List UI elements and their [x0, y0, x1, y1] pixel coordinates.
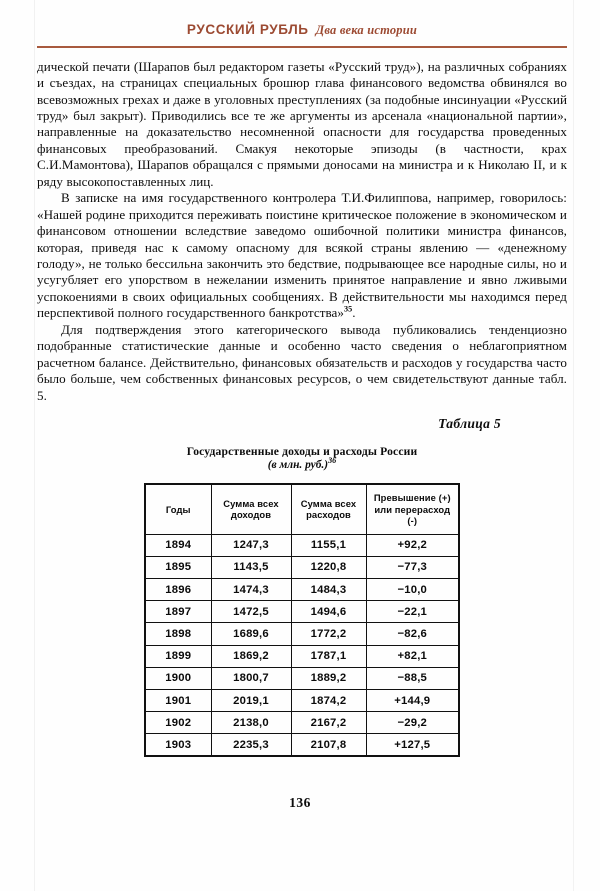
cell-balance: +92,2	[366, 534, 459, 556]
body-paragraph-2-tail: .	[352, 305, 356, 321]
cell-expenditure: 1155,1	[291, 534, 366, 556]
cell-balance: −10,0	[366, 578, 459, 600]
cell-year: 1895	[145, 556, 211, 578]
running-head-title: РУССКИЙ РУБЛЬ	[186, 22, 309, 37]
table-caption	[37, 445, 567, 471]
footnote-marker-36: 36	[328, 456, 337, 466]
cell-revenue: 1474,3	[211, 578, 291, 600]
body-paragraph-1: дической печати (Шарапов был редактором газеты «Русский труд»), на различных собраниях и съездах, на страницах специальных брошюр глава финансового ведомства обвинялся во всевозможных грехах и даже в уголовных преступлениях (за подобные инсинуации «Русский труд» был закрыт). Приводились все те же аргументы из арсенала «национальной партии», направленные на доказательство несомненной опасности для государства проведенных финансовых преобразований. Смакуя некоторые эпизоды (в частности, крах С.И.Мамонтова), Шарапов обращался с прямыми доносами на министра и к Николаю II, и к ряду высокопоставленных лиц.	[37, 58, 567, 189]
table-caption-title: Государственные доходы и расходы России	[186, 445, 418, 459]
cell-balance: −88,5	[366, 667, 459, 689]
cell-balance: −82,6	[366, 623, 459, 645]
column-header-surplus-or-deficit: Превышение (+) или перерасход (-)	[366, 484, 459, 534]
cell-year: 1896	[145, 578, 211, 600]
cell-revenue: 1689,6	[211, 623, 291, 645]
cell-expenditure: 2167,2	[291, 712, 366, 734]
cell-revenue: 1869,2	[211, 645, 291, 667]
page-number: 136	[289, 795, 311, 810]
page-left-edge	[34, 0, 35, 891]
table-row	[145, 623, 459, 645]
cell-year: 1902	[145, 712, 211, 734]
page-content	[37, 22, 567, 757]
table-row	[145, 689, 459, 711]
table-caption-units-text: (в млн. руб.)	[267, 459, 329, 472]
cell-expenditure: 2107,8	[291, 734, 366, 757]
cell-year: 1894	[145, 534, 211, 556]
body-paragraph-2-text: В записке на имя государственного контролера Т.И.Филиппова, например, говорилось: «Нашей родине приходится переживать поистине критическое положение в экономическом и финансовом отношении вследствие заведомо ошибочной политики министра финансов, которая, приведя нас к самому опасному для всякой страны явлению — «денежному голоду», не только бессильна закончить это бедствие, подрывающее все народные силы, но и усугубляет его упорством в нежелании изменить принятое направление и явно лживыми успокоениями в своих официальных сообщениях. В действительности мы находимся перед перспективой полного государственного банкротства»	[37, 190, 567, 321]
running-head-rule	[37, 46, 567, 48]
table-row	[145, 712, 459, 734]
cell-balance: −77,3	[366, 556, 459, 578]
cell-year: 1901	[145, 689, 211, 711]
table-row	[145, 645, 459, 667]
cell-revenue: 1800,7	[211, 667, 291, 689]
cell-expenditure: 1484,3	[291, 578, 366, 600]
running-head	[37, 22, 567, 42]
cell-revenue: 1143,5	[211, 556, 291, 578]
table-row	[145, 734, 459, 757]
cell-revenue: 2138,0	[211, 712, 291, 734]
column-header-total-expenditure: Сумма всех расходов	[291, 484, 366, 534]
table-row	[145, 667, 459, 689]
cell-year: 1903	[145, 734, 211, 757]
table-header-row	[145, 484, 459, 534]
table-row	[145, 601, 459, 623]
cell-revenue: 2235,3	[211, 734, 291, 757]
column-header-years: Годы	[145, 484, 211, 534]
table-row	[145, 556, 459, 578]
cell-year: 1900	[145, 667, 211, 689]
cell-revenue: 1247,3	[211, 534, 291, 556]
footnote-marker-35: 35	[344, 305, 353, 315]
column-header-total-revenue: Сумма всех доходов	[211, 484, 291, 534]
cell-expenditure: 1494,6	[291, 601, 366, 623]
cell-expenditure: 1220,8	[291, 556, 366, 578]
body-paragraph-2	[37, 190, 567, 322]
table-caption-units	[37, 456, 567, 472]
cell-revenue: 2019,1	[211, 689, 291, 711]
cell-expenditure: 1787,1	[291, 645, 366, 667]
table-row	[145, 578, 459, 600]
cell-balance: −29,2	[366, 712, 459, 734]
table-head	[145, 484, 459, 534]
table-number-label: Таблица 5	[438, 416, 501, 432]
cell-balance: −22,1	[366, 601, 459, 623]
cell-expenditure: 1874,2	[291, 689, 366, 711]
cell-expenditure: 1889,2	[291, 667, 366, 689]
cell-revenue: 1472,5	[211, 601, 291, 623]
cell-year: 1898	[145, 623, 211, 645]
body-paragraph-3: Для подтверждения этого категорического вывода публиковались тенденциозно подобранные статистические данные и особенно часто сведения о неблагоприятном расчетном балансе. Действительно, финансовых обязательств и расходов у государства часто было больше, чем собственных финансовых ресурсов, о чем свидетельствуют данные табл. 5.	[37, 321, 567, 403]
cell-balance: +127,5	[366, 734, 459, 757]
state-revenue-expenditure-table	[144, 483, 460, 757]
table-body	[145, 534, 459, 756]
cell-year: 1899	[145, 645, 211, 667]
cell-balance: +144,9	[366, 689, 459, 711]
cell-expenditure: 1772,2	[291, 623, 366, 645]
table-row	[145, 534, 459, 556]
cell-year: 1897	[145, 601, 211, 623]
data-table-wrapper	[37, 483, 567, 757]
running-head-subtitle: Два века истории	[315, 23, 418, 37]
page-right-edge	[573, 0, 574, 891]
cell-balance: +82,1	[366, 645, 459, 667]
